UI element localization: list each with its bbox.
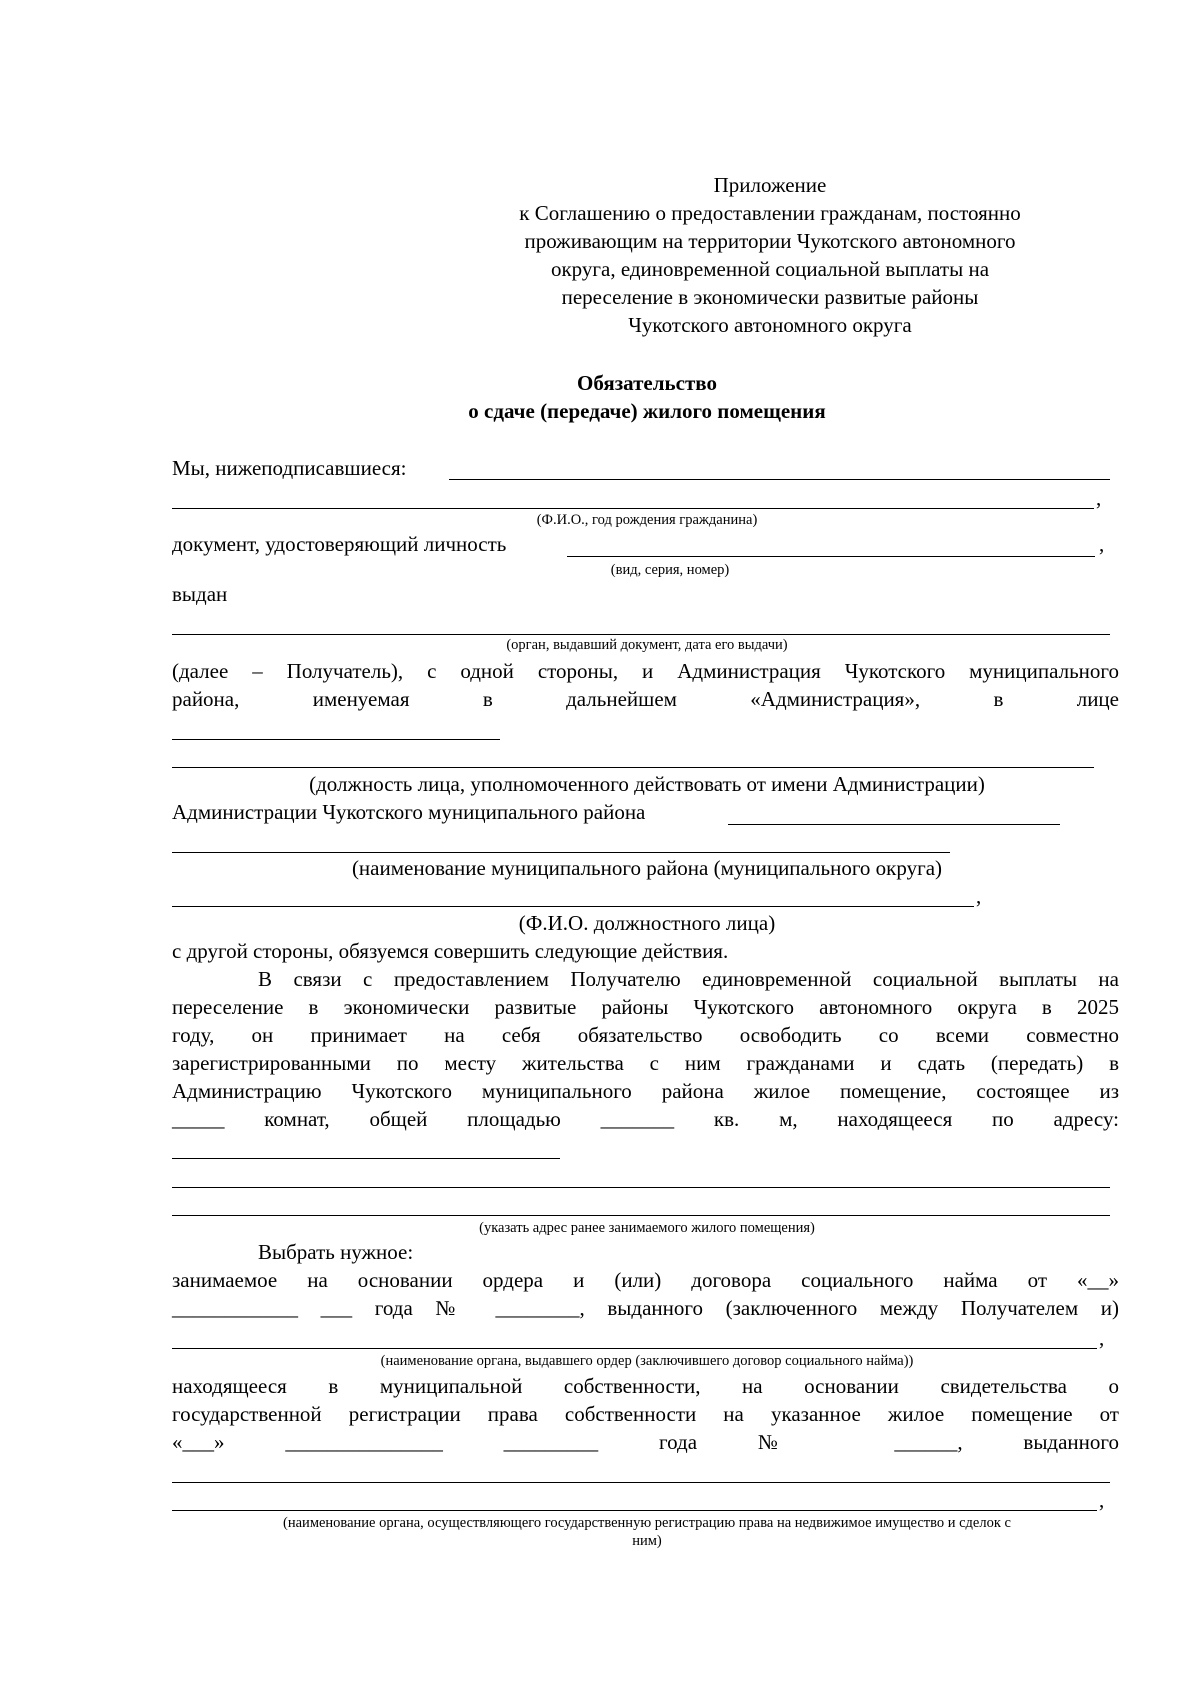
registration-fill-line xyxy=(172,1482,1110,1483)
obligation-paragraph-line: зарегистрированными по месту жительства с ним гражданами и сдать (передать) в xyxy=(172,1051,1119,1075)
comma: , xyxy=(976,884,982,908)
issued-label: выдан xyxy=(172,582,228,606)
address-caption: (указать адрес ранее занимаемого жилого помещения) xyxy=(479,1220,815,1236)
other-side-text: с другой стороны, обязуемся совершить следующие действия. xyxy=(172,939,729,963)
municipal-option-line: «___» _______________ _________ года № ______, выданного xyxy=(172,1430,1119,1454)
appendix-header-line: переселение в экономически развитые районы xyxy=(561,285,979,309)
obligation-paragraph-line: году, он принимает на себя обязательство освободить со всеми совместно xyxy=(172,1023,1119,1047)
appendix-header-line: Чукотского автономного округа xyxy=(628,313,912,337)
comma: , xyxy=(1099,1488,1105,1512)
registration-caption: ним) xyxy=(632,1533,662,1549)
appendix-header-line: Приложение xyxy=(713,173,827,197)
position-caption: (должность лица, уполномоченного действовать от имени Администрации) xyxy=(309,772,985,796)
fio-caption: (Ф.И.О., год рождения гражданина) xyxy=(536,512,758,528)
representative-fill-line xyxy=(172,739,500,740)
district-caption: (наименование муниципального района (муниципального округа) xyxy=(351,856,943,880)
official-fill-line xyxy=(172,906,974,907)
comma: , xyxy=(1099,532,1105,556)
comma: , xyxy=(1099,1326,1105,1350)
appendix-header-line: проживающим на территории Чукотского автономного xyxy=(524,229,1016,253)
address-fill-line xyxy=(172,1158,560,1159)
registration-fill-line-2 xyxy=(172,1510,1097,1511)
choose-label: Выбрать нужное: xyxy=(258,1240,414,1264)
id-document-fill-line xyxy=(567,556,1095,557)
document-title: Обязательство xyxy=(577,371,717,395)
appendix-header-line: округа, единовременной социальной выплаты на xyxy=(550,257,990,281)
address-fill-line-2 xyxy=(172,1187,1110,1188)
order-option-line: ____________ ___ года № ________, выданного (заключенного между Получателем и) xyxy=(172,1296,1119,1320)
obligation-paragraph-line: Администрацию Чукотского муниципального района жилое помещение, состоящее из xyxy=(172,1079,1119,1103)
registration-caption: (наименование органа, осуществляющего государственную регистрацию права на недвижимое имущество и сделок с xyxy=(283,1515,1011,1531)
obligation-paragraph-line: _____ комнат, общей площадью _______ кв. м, находящееся по адресу: xyxy=(172,1107,1119,1131)
district-fill-line xyxy=(172,852,950,853)
issuer-fill-line xyxy=(172,634,1110,635)
recipient-line: района, именуемая в дальнейшем «Администрация», в лице xyxy=(172,687,1119,711)
address-fill-line-3 xyxy=(172,1215,1110,1216)
order-caption: (наименование органа, выдавшего ордер (заключившего договор социального найма)) xyxy=(380,1353,914,1369)
document-subtitle: о сдаче (передаче) жилого помещения xyxy=(468,399,826,423)
order-issuer-fill-line xyxy=(172,1348,1097,1349)
undersigned-fill-line xyxy=(449,479,1110,480)
id-caption: (вид, серия, номер) xyxy=(610,562,730,578)
recipient-line: (далее – Получатель), с одной стороны, и Администрация Чукотского муниципального xyxy=(172,659,1119,683)
undersigned-fill-line-2 xyxy=(172,508,1094,509)
undersigned-label: Мы, нижеподписавшиеся: xyxy=(172,456,407,480)
order-option-line: занимаемое на основании ордера и (или) договора социального найма от «__» xyxy=(172,1268,1119,1292)
admin-district-label: Администрации Чукотского муниципального района xyxy=(172,800,646,824)
official-caption: (Ф.И.О. должностного лица) xyxy=(518,911,776,935)
comma: , xyxy=(1096,486,1102,510)
appendix-header-line: к Соглашению о предоставлении гражданам, постоянно xyxy=(519,201,1021,225)
obligation-paragraph-line: В связи с предоставлением Получателю единовременной социальной выплаты на xyxy=(258,967,1119,991)
municipal-option-line: государственной регистрации права собственности на указанное жилое помещение от xyxy=(172,1402,1119,1426)
admin-district-fill-line xyxy=(728,824,1060,825)
issuer-caption: (орган, выдавший документ, дата его выдачи) xyxy=(506,637,788,653)
id-document-label: документ, удостоверяющий личность xyxy=(172,532,507,556)
municipal-option-line: находящееся в муниципальной собственности, на основании свидетельства о xyxy=(172,1374,1119,1398)
obligation-paragraph-line: переселение в экономически развитые районы Чукотского автономного округа в 2025 xyxy=(172,995,1119,1019)
position-fill-line xyxy=(172,767,1094,768)
